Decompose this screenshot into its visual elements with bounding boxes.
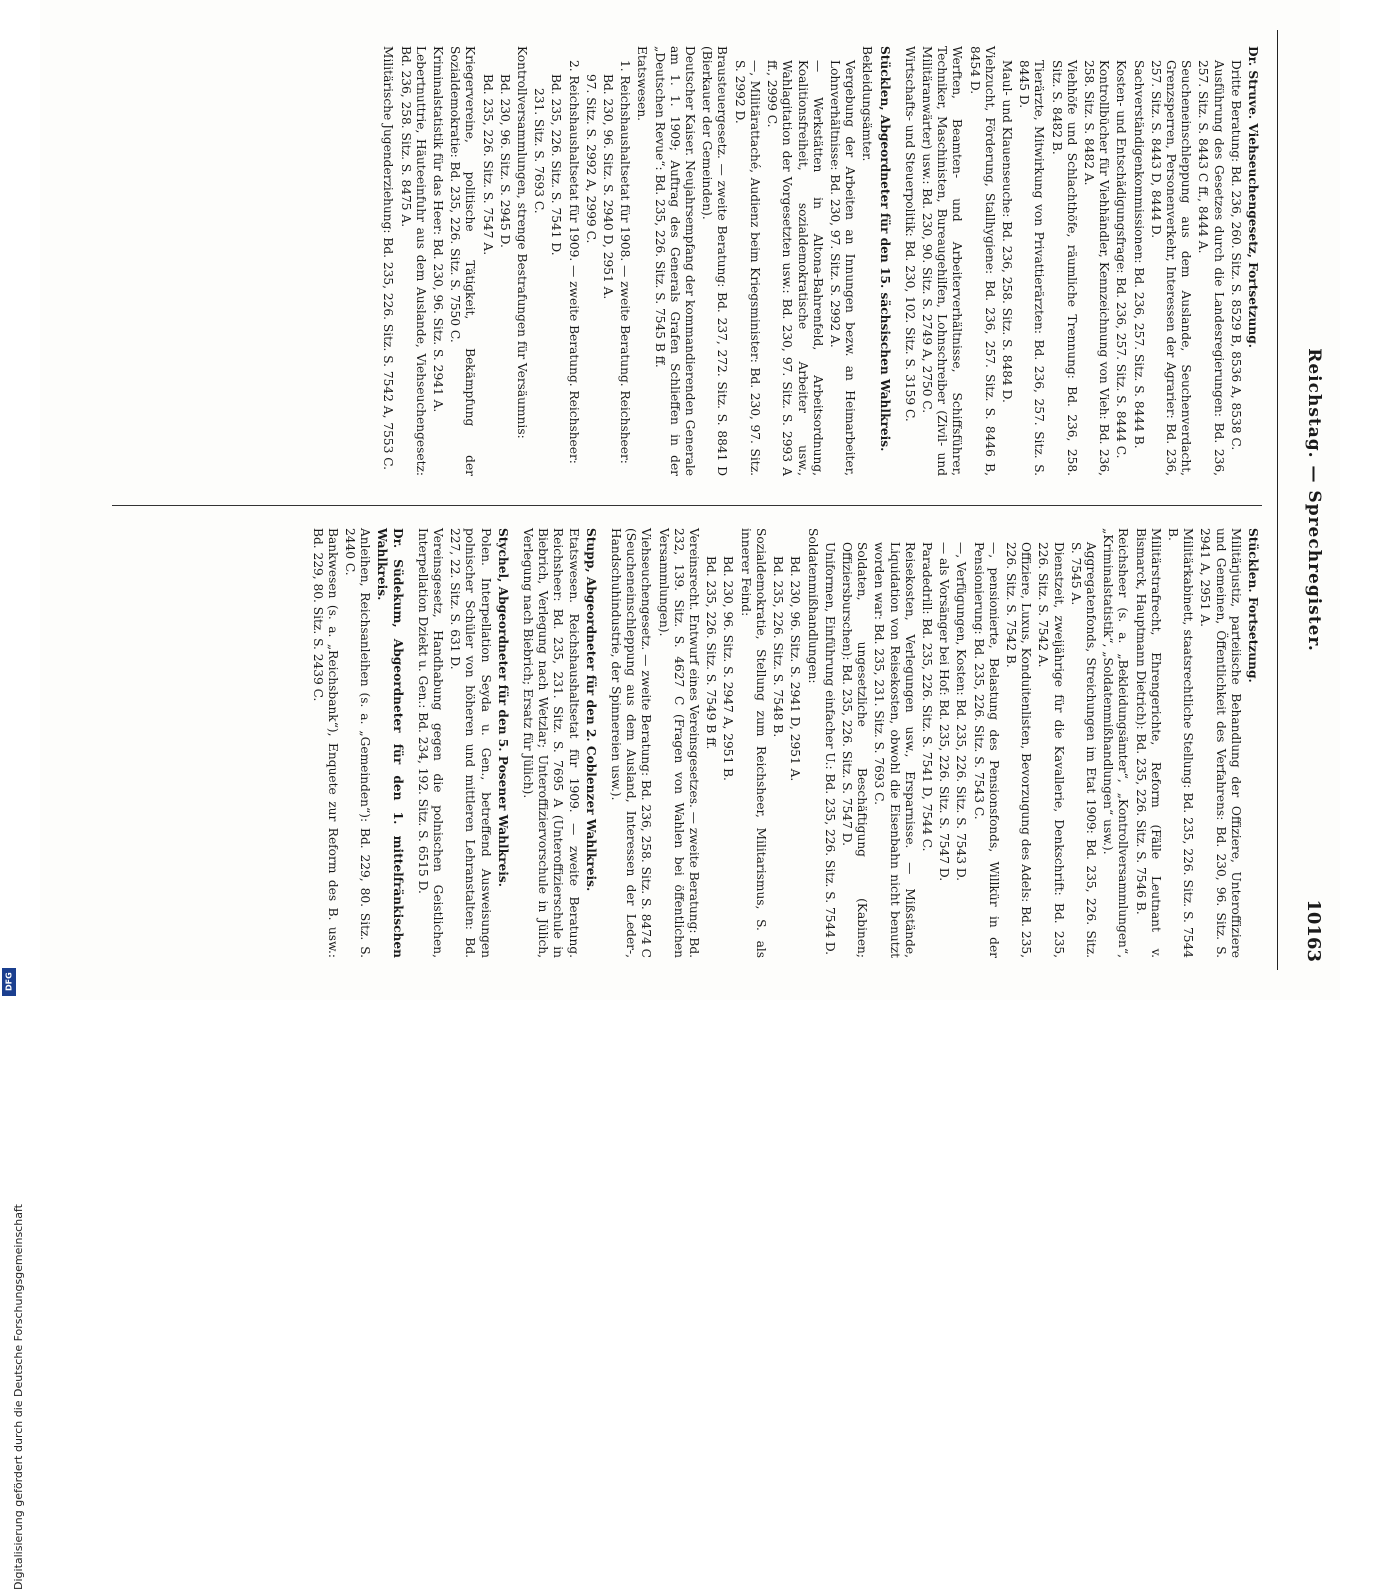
register-entry: Kriegervereine, politische Tätigkeit, Bekämpfung der Sozialdemokratie: Bd. 235, 226. Sitz. S. 7550 C.: [448, 46, 478, 476]
register-entry: —, Verfügungen, Kosten: Bd. 235, 226. Sitz. S. 7543 D.: [954, 542, 969, 882]
register-entry: Etatswesen. Reichshaushaltsetat für 1909. — zweite Beratung. Reichsheer: Bd. 235, 231. Sitz. S. 7695 A (Unteroffizierschule in Biebrich, Verlegung nach Wetzlar; Unteroffiziervorschule in Jülich, Verlegung nach Biebrich; Ersatz für Jülich).: [521, 528, 581, 958]
register-entry: Werften, Beamten- und Arbeiterverhältnisse, Schiffsführer, Techniker, Maschinisten, Bureaugehilfen, Lohnschreiber (Zivil- und Militäranwärter) usw.: Bd. 230, 90. Sitz. S. 2749 A, 2750 C.: [919, 46, 965, 476]
register-entry: Militärstrafrecht, Ehrengerichte, Reform (Fälle Leutnant v. Bismarck, Hauptmann Dietrich): Bd. 235, 226. Sitz. S. 7546 B.: [1133, 528, 1163, 958]
register-entry: Sozialdemokratie, Stellung zum Reichsheer, Militarismus, S. als innerer Feind:: [738, 528, 768, 958]
register-entry: Deutscher Kaiser. Neujahrsempfang der kommandierenden Generale am 1. 1. 1909; Auftrag des Generals Grafen Schlieffen in der „Deutschen Revue“: Bd. 235, 226. Sitz. S. 7545 B ff.: [652, 46, 698, 476]
register-entry: 1. Reichshaushaltsetat für 1908. — zweite Beratung. Reichsheer:: [618, 60, 633, 464]
speaker-heading: Stücklen. Fortsetzung.: [1246, 528, 1260, 683]
register-entry: Viehzucht, Förderung, Stallhygiene: Bd. 236, 257. Sitz. S. 8446 B, 8454 D.: [967, 46, 997, 476]
register-entry: Lebertnuttrie, Häuteeinfuhr aus dem Auslande, Viehseuchengesetz: Bd. 236, 258. Sitz. S. 8475 A.: [398, 46, 428, 476]
register-entry: —, pensionierte, Belastung des Pensionsfonds, Willkür in der Pensionierung: Bd. 235, 226. Sitz. S. 7543 C.: [971, 542, 1001, 958]
register-entry: Paradedrill: Bd. 235, 226. Sitz. S. 7541 D, 7544 C.: [919, 542, 934, 852]
right-column: [307, 528, 1260, 958]
register-entry: Dritte Beratung: Bd. 236, 260. Sitz. S. 8529 B, 8536 A, 8538 C.: [1228, 60, 1243, 451]
register-entry: Polen. Interpellation Seyda u. Gen., betreffend Ausweisungen polnischer Schüler von höheren und mittleren Lehranstalten: Bd. 227, 22. Sitz. S. 631 D.: [448, 528, 493, 958]
register-entry: Seucheneinschleppung aus dem Auslande, Seuchenverdacht, Grenzsperren, Personenverkehr, Interessen der Agrarier: Bd. 236, 257. Sitz. S. 8443 D, 8444 D.: [1148, 60, 1194, 476]
register-entry: Viehseuchengesetz. — zweite Beratung: Bd. 236, 258. Sitz. S. 8474 C (Seucheneinschleppung aus dem Ausland, Interessen der Leder-, Handschuhindustrie, der Spinnereien usw.).: [609, 528, 654, 958]
left-column: [378, 46, 1260, 476]
register-entry: Bd. 235, 226. Sitz. S. 7547 A.: [480, 74, 495, 256]
column-divider: [112, 505, 1262, 506]
register-entry: Bd. 230, 96. Sitz. S. 2947 A, 2951 B.: [721, 556, 736, 781]
register-entry: Kosten- und Entschädigungsfrage: Bd. 236, 257. Sitz. S. 8444 C.: [1114, 60, 1129, 459]
register-entry: Bd. 235, 226. Sitz. S. 7541 D.: [549, 74, 564, 256]
header-rule: [1277, 30, 1278, 970]
register-entry: Kontrollbücher für Viehhändler, Kennzeichnung von Vieh: Bd. 236, 258. Sitz. S. 8482 A.: [1081, 60, 1112, 476]
register-entry: Bd. 235, 226. Sitz. S. 7548 B.: [771, 556, 786, 738]
register-entry: —, Militärattaché, Audienz beim Kriegsminister: Bd. 230, 97. Sitz. S. 2992 D.: [732, 60, 762, 476]
entry-gap: [892, 46, 900, 476]
register-entry: Etatswesen.: [635, 46, 650, 122]
register-entry: Soldatenmißhandlungen:: [805, 528, 820, 684]
register-entry: Offiziere, Luxus, Konduitenlisten, Bevorzugung des Adels: Bd. 235, 226. Sitz. S. 7542 B.: [1003, 542, 1034, 958]
register-entry: Maul- und Klauenseuche: Bd. 236, 258. Sitz. S. 8484 D.: [999, 60, 1014, 403]
register-entry: 2. Reichshaushaltsetat für 1909. — zweite Beratung. Reichsheer:: [566, 60, 581, 464]
page-number: 10163: [1303, 899, 1324, 962]
register-entry: Militärjustiz, parteiische Behandlung der Offiziere, Unteroffiziere und Gemeinen, Öffentlichkeit des Verfahrens: Bd. 230, 96. Sitz. S. 2941 A, 2951 A.: [1198, 528, 1243, 958]
entry-gap: [510, 528, 518, 958]
register-entry: Soldaten, ungesetzliche Beschäftigung (Kabinen; Offiziersburschen): Bd. 235, 226. Sitz. S. 7547 D.: [839, 542, 870, 958]
register-entry: Vergebung der Arbeiten an Innungen bezw. an Heimarbeiter, Lohnverhältnisse: Bd. 230, 97. Sitz. S. 2992 A.: [827, 60, 858, 476]
register-entry: — als Vorsänger bei Hof: Bd. 235, 226. Sitz. S. 7547 D.: [937, 542, 952, 882]
register-page: [40, 0, 1340, 1000]
running-head: Reichstag. — Sprechregister.: [1304, 348, 1324, 652]
register-entry: Reisekosten, Verlegungen usw., Ersparnisse. — Mißstände, Liquidation von Reisekosten, obwohl die Eisenbahn nicht benutzt worden war: Bd. 235, 231. Sitz. S. 7693 C.: [872, 542, 917, 958]
speaker-heading: Dr. Struve. Viehseuchengesetz, Fortsetzung.: [1246, 46, 1260, 348]
speaker-heading: Stücklen, Abgeordneter für den 15. sächsischen Wahlkreis.: [877, 46, 892, 452]
register-entry: Anleihen, Reichsanleihen (s. a. „Gemeinden“): Bd. 229, 80. Sitz. S. 2440 C.: [343, 528, 373, 958]
register-entry: 97. Sitz. S. 2992 A, 2999 C.: [583, 74, 598, 244]
register-entry: Bd. 230, 96. Sitz. S. 2940 D, 2951 A.: [601, 74, 616, 300]
register-entry: Viehhöfe und Schlachthöfe, räumliche Trennung: Bd. 236, 258. Sitz. S. 8482 B.: [1049, 60, 1079, 476]
register-entry: Militärische Jugenderziehung: Bd. 235, 226. Sitz. S. 7542 A, 7553 C.: [381, 46, 396, 470]
register-entry: Bd. 230, 96. Sitz. S. 2941 D, 2951 A.: [788, 556, 803, 782]
register-entry: Reichsheer (s. a. „Bekleidungsämter“, „Kontrollversammlungen“, „Kriminalstatistik“, „Soldatenmißhandlungen“ usw.).: [1101, 528, 1131, 958]
register-entry: Bekleidungsämter.: [860, 46, 875, 162]
speaker-heading: Stupp, Abgeordneter für den 2. Coblenzer Wahlkreis.: [583, 528, 598, 892]
register-entry: Bd. 235, 226. Sitz. S. 7549 B ff.: [704, 556, 719, 750]
register-entry: Tierärzte, Mitwirkung von Privattierärzten: Bd. 236, 257. Sitz. S. 8445 D.: [1017, 60, 1047, 476]
register-entry: Vereinsgesetz, Handhabung gegen die polnischen Geistlichen, Interpellation Dziekt u. Gen.: Bd. 234, 192. Sitz. S. 6515 D.: [415, 528, 446, 958]
register-entry: Dienstzeit, zweijährige für die Kavallerie, Denkschrift: Bd. 235, 226. Sitz. S. 7542 A.: [1036, 542, 1066, 958]
register-entry: Uniformen, Einführung einfacher U.: Bd. 235, 226. Sitz. S. 7544 D.: [822, 542, 837, 956]
register-entry: Kontrollversammlungen, strenge Bestrafungen für Versäumnis:: [515, 46, 530, 439]
register-entry: Brausteuergesetz. — zweite Beratung: Bd. 237, 272. Sitz. S. 8841 D (Bierkauer der Gemeinden).: [700, 46, 730, 476]
register-entry: Ausführung des Gesetzes durch die Landesregierungen: Bd. 236, 257. Sitz. S. 8443 C ff., 8444 A.: [1196, 60, 1226, 476]
register-entry: Militärkabinett, staatsrechtliche Stellung: Bd. 235, 226. Sitz. S. 7544 B.: [1165, 528, 1196, 958]
speaker-heading: Stychel, Abgeordneter für den 5. Posener Wahlkreis.: [495, 528, 510, 887]
register-entry: Wirtschafts- und Steuerpolitik: Bd. 230, 102. Sitz. S. 3159 C.: [902, 46, 917, 422]
digitization-credit: Digitalisierung gefördert durch die Deutsche Forschungsgemeinschaft: [12, 1204, 25, 1590]
register-entry: Vereinsrecht. Entwurf eines Vereinsgesetzes. — zweite Beratung: Bd. 232, 139. Sitz. S. 4627 C (Fragen von Wahlen bei öffentlichen Versammlungen).: [656, 528, 702, 958]
register-entry: — Werkstätten in Altona-Bahrenfeld, Arbeitsordnung, Koalitionsfreiheit, sozialdemokratische Arbeiter usw., Wahlagitation der Vorgesetzten usw.: Bd. 230, 97. Sitz. S. 2993 A ff., 2999 C.: [765, 60, 825, 476]
register-entry: Kriminalstatistik für das Heer: Bd. 230, 96. Sitz. S. 2941 A.: [431, 46, 446, 413]
dfg-logo-icon: DFG: [2, 968, 16, 996]
speaker-heading: Dr. Südekum, Abgeordneter für den 1. mittelfränkischen Wahlkreis.: [375, 528, 405, 958]
entry-gap: [405, 528, 413, 958]
register-entry: Bankwesen (s. a. „Reichsbank“), Enquete zur Reform des B. usw.: Bd. 229, 80. Sitz. S. 2439 C.: [310, 528, 340, 958]
entry-gap: [598, 528, 606, 958]
register-entry: Aggregatenfonds, Streichungen im Etat 1909: Bd. 235, 226. Sitz. S. 7545 A.: [1068, 542, 1098, 958]
register-entry: Sachverständigenkommissionen: Bd. 236, 257. Sitz. S. 8444 B.: [1131, 60, 1146, 449]
register-entry: 231. Sitz. S. 7693 C.: [532, 88, 547, 214]
digitization-credit-strip: [0, 590, 25, 1590]
register-entry: Bd. 230, 96. Sitz. S. 2945 D.: [497, 74, 512, 248]
